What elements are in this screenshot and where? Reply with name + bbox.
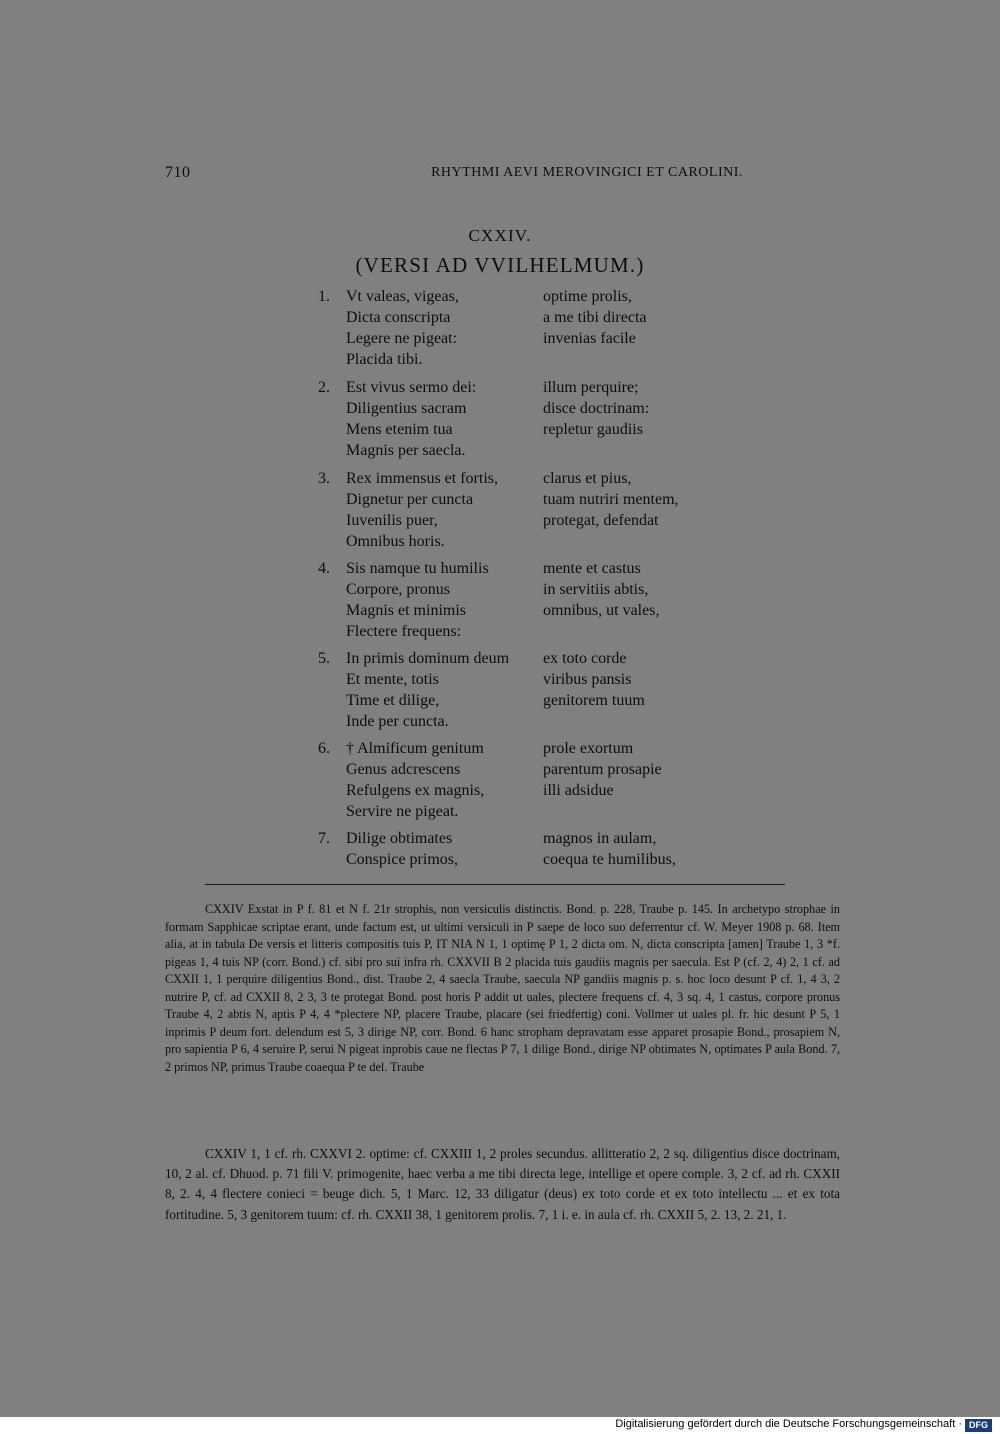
verse-second-half: protegat, defendat [543,512,659,529]
apparatus-text: CXXIV Exstat in P f. 81 et N f. 21r strophis, non versiculis distinctis. Bond. p. 228, Traube p. 145. In archetypo strophae in formam Sapphicae scriptae erant, unde factum est, ut ultimi versiculi in P saepe de loco suo deferrentur cf. W. Meyer 1908 p. 68. Item alia, at in tabula De versis et litteris compositis tuis P, IT NIA N 1, 1 optimę P 1, 2 dicta om. N, dicta conscripta [amen] Traube 1, 3 *f. pigeas 1, 4 tuis NP (corr. Bond.) cf. sibi pro sui infra rh. CXXVII B 2 placida tuis gaudiis magnis per saecula. Est P (cf. 2, 4) 2, 1 cf. ad CXXII 1, 1 perquire diligentius Bond., dist. Traube 2, 4 saecla Traube, saecula NP gandiis magnis p. s. hoc loco desunt P cf. 1, 4 3, 2 nutrire P, cf. ad CXXII 8, 2 3, 3 te protegat Bond. post horis P addit ut uales, plectere frequens cf. 4, 3 sq. 4, 1 castus, corpore pronus Traube 4, 2 abtis N, aptis P 4, 4 *plectere NP, placere Traube, placare (sei friedfertig) coni. Vollmer ut uales pl. fr. hic desunt P 5, 1 inprimis P deum fort. delendum est 5, 3 dirige NP, corr. Bond. 6 hanc stropham depravatam esse apparet prosapie Bond., prosapiem N, pro sapientia P 6, 4 seruire P, serui N pigeat inprobis caue ne flectas P 7, 1 dilige Bond., dirige NP obtimates N, optimates P aula Bond. 7, 2 primos NP, primus Traube coaequa P te del. Traube [165,902,840,1074]
verse-first-half: Iuvenilis puer, [346,512,438,529]
verse-line [318,780,758,801]
verse-line [318,669,758,690]
verse-second-half: optime prolis, [543,288,632,305]
verse-second-half: mente et castus [543,560,641,577]
page-number: 710 [165,164,191,181]
verse-first-half: In primis dominum deum [346,650,510,667]
verse-first-half: Dilige obtimates [346,830,453,847]
verse-first-half: Diligentius sacram [346,400,467,417]
verse-line [318,579,758,600]
verse-line [318,307,758,328]
verse-line [318,468,758,489]
verse-first-half: Time et dilige, [346,692,440,709]
verse-second-half: parentum prosapie [543,761,662,778]
poem-number: CXXIV. [468,226,532,245]
stanza [318,828,758,870]
verse-second-half: illum perquire; [543,379,639,396]
verse-second-half: omnibus, ut vales, [543,602,660,619]
verse-second-half: tuam nutriri mentem, [543,491,679,508]
stanza-number: 6. [318,740,330,757]
verse-line [318,690,758,711]
verse-first-half: Placida tibi. [346,351,423,368]
verse-second-half: invenias facile [543,330,636,347]
stanza [318,468,758,552]
verse-line [318,648,758,669]
verse-line [318,349,758,370]
critical-apparatus [165,901,840,1076]
verse-line [318,711,758,732]
verse-first-half: Magnis per saecla. [346,442,466,459]
running-head [165,164,840,186]
funding-footer [0,1417,1000,1434]
verse-first-half: Refulgens ex magnis, [346,782,485,799]
dfg-logo-icon: DFG [965,1419,992,1432]
stanza [318,738,758,822]
verse-second-half: disce doctrinam: [543,400,650,417]
verse-line [318,419,758,440]
verse-second-half: repletur gaudiis [543,421,643,438]
verse-first-half: Dignetur per cuncta [346,491,474,508]
verse-second-half: genitorem tuum [543,692,645,709]
stanza-number: 4. [318,560,330,577]
verse-line [318,328,758,349]
stanza-number: 1. [318,288,330,305]
stanza-number: 7. [318,830,330,847]
verse-first-half: † Almificum genitum [346,740,484,757]
verse-second-half: clarus et pius, [543,470,632,487]
running-title: RHYTHMI AEVI MEROVINGICI ET CAROLINI. [431,165,743,180]
verse-line [318,849,758,870]
verse-first-half: Sis namque tu humilis [346,560,489,577]
verse-line [318,621,758,642]
verse-line [318,510,758,531]
verse-first-half: Dicta conscripta [346,309,451,326]
verse-second-half: a me tibi directa [543,309,647,326]
poem-title: (VERSI AD VVILHELMUM.) [355,253,645,277]
stanza [318,286,758,370]
verse-first-half: Omnibus horis. [346,533,445,550]
verse-first-half: Conspice primos, [346,851,458,868]
verse-line [318,759,758,780]
stanza [318,558,758,642]
verse-first-half: Corpore, pronus [346,581,450,598]
verse-second-half: viribus pansis [543,671,632,688]
verse-first-half: Mens etenim tua [346,421,453,438]
stanza-number: 3. [318,470,330,487]
verse-first-half: Vt valeas, vigeas, [346,288,459,305]
verse-line [318,558,758,579]
verse-second-half: coequa te humilibus, [543,851,676,868]
verse-line [318,440,758,461]
verse-second-half: prole exortum [543,740,634,757]
verse-line [318,801,758,822]
verse-first-half: Est vivus sermo dei: [346,379,477,396]
verse-first-half: Flectere frequens: [346,623,462,640]
verse-line [318,531,758,552]
stanza-number: 2. [318,379,330,396]
verse-first-half: Inde per cuncta. [346,713,449,730]
verse-first-half: Rex immensus et fortis, [346,470,498,487]
verse-line [318,286,758,307]
verse-line [318,600,758,621]
verse-line [318,398,758,419]
commentary-notes [165,1144,840,1225]
verse-second-half: in servitiis abtis, [543,581,649,598]
verse-first-half: Magnis et minimis [346,602,466,619]
verse-line [318,489,758,510]
verse-second-half: magnos in aulam, [543,830,657,847]
verse-second-half: illi adsidue [543,782,614,799]
verse-first-half: Legere ne pigeat: [346,330,458,347]
footer-credit: Digitalisierung gefördert durch die Deutsche Forschungsgemeinschaft · [615,1418,962,1430]
verse-first-half: Servire ne pigeat. [346,803,459,820]
verse-line [318,828,758,849]
verse-first-half: Genus adcrescens [346,761,461,778]
stanza [318,648,758,732]
verse-line [318,377,758,398]
footnote-rule [205,884,785,886]
verse-second-half: ex toto corde [543,650,627,667]
verse-first-half: Et mente, totis [346,671,439,688]
commentary-text: CXXIV 1, 1 cf. rh. CXXVI 2. optime: cf. CXXIII 1, 2 proles secundus. allitteratio 2, 2 sq. diligentius disce doctrinam, 10, 2 al. cf. Dhuod. p. 71 fili V. primogenite, haec verba a me tibi directa lege, intellige et opere comple. 3, 2 cf. ad rh. CXXII 8, 2. 4, 4 flectere conieci = beuge dich. 5, 1 Marc. 12, 33 diligatur (deus) ex toto corde et ex toto intellectu ... et ex tota fortitudine. 5, 3 genitorem tuum: cf. rh. CXXII 38, 1 genitorem prolis. 7, 1 i. e. in aula cf. rh. CXXII 5, 2. 13, 2. 21, 1. [165,1146,840,1222]
verse-line [318,738,758,759]
stanza [318,377,758,461]
stanza-number: 5. [318,650,330,667]
